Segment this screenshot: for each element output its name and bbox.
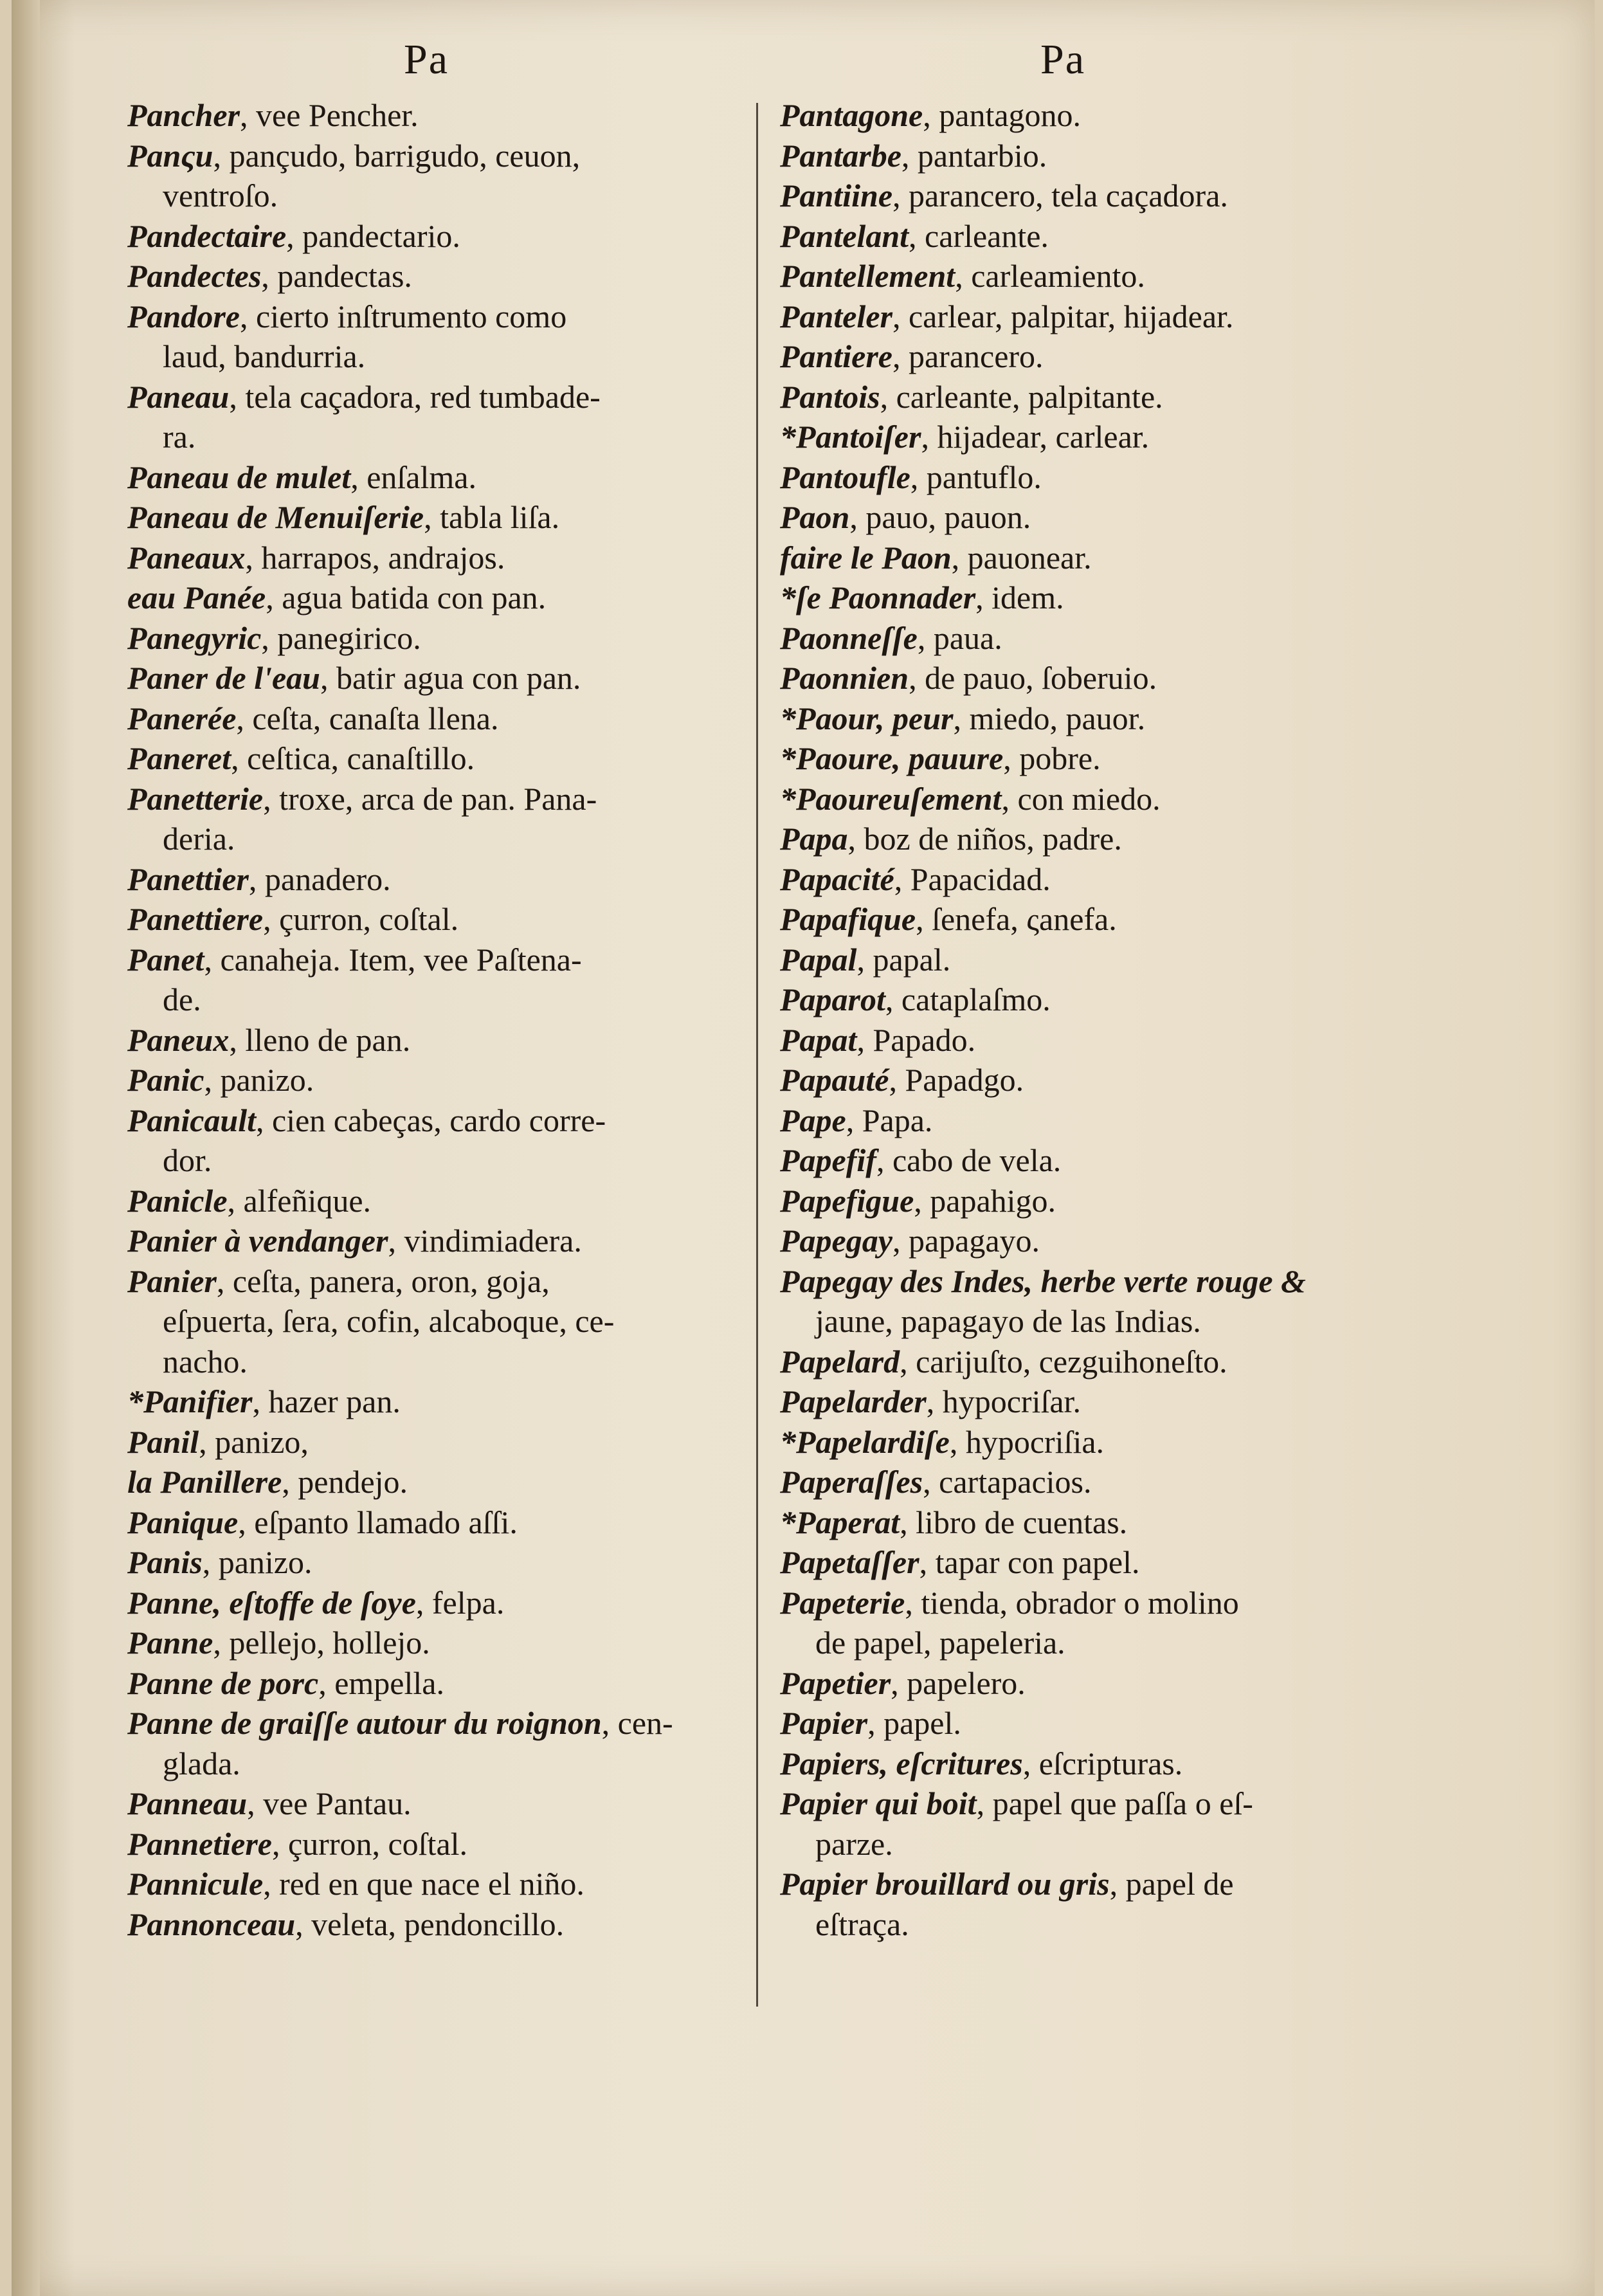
dictionary-entry xyxy=(780,578,1436,618)
dictionary-entry xyxy=(780,1261,1436,1302)
entry-definition: , miedo, pauor. xyxy=(953,700,1146,736)
entry-definition: , pantarbio. xyxy=(901,137,1047,174)
entry-headword: Papier qui boit xyxy=(780,1785,977,1821)
dictionary-entry xyxy=(127,658,725,698)
dictionary-entry xyxy=(780,377,1436,417)
dictionary-entry xyxy=(127,1583,725,1623)
entry-headword: faire le Paon xyxy=(780,539,952,576)
dictionary-entry-continuation xyxy=(780,1824,1436,1864)
entry-headword: Panic xyxy=(127,1062,204,1098)
entry-headword: Paonnien xyxy=(780,660,909,696)
entry-headword: *Paoureuſement xyxy=(780,780,1002,817)
dictionary-entry-continuation xyxy=(780,1301,1436,1342)
entry-headword: Panicle xyxy=(127,1182,228,1219)
entry-definition: , felpa. xyxy=(415,1584,505,1621)
dictionary-entry xyxy=(780,176,1436,216)
entry-text: jaune, papagayo de las Indias. xyxy=(815,1303,1201,1339)
entry-headword: Papetaſſer xyxy=(780,1544,919,1580)
entry-definition: , cen- xyxy=(601,1705,673,1741)
entry-definition: , hypocriſia. xyxy=(949,1423,1105,1460)
dictionary-entry xyxy=(780,1462,1436,1502)
entry-definition: , tapar con papel. xyxy=(919,1544,1140,1580)
entry-headword: Pandore xyxy=(127,298,240,334)
entry-headword: Pandectes xyxy=(127,258,262,294)
dictionary-entry-continuation xyxy=(127,819,725,859)
entry-headword: la Panillere xyxy=(127,1464,282,1500)
dictionary-entry xyxy=(780,538,1436,578)
entry-definition: , veleta, pendoncillo. xyxy=(295,1906,565,1942)
dictionary-entry xyxy=(780,256,1436,296)
entry-headword: *Panifier xyxy=(127,1383,253,1419)
entry-definition: , vee Pencher. xyxy=(240,97,419,133)
dictionary-entry xyxy=(780,779,1436,819)
entry-definition: , idem. xyxy=(975,579,1064,615)
entry-definition: , carijuſto, cezguihoneſto. xyxy=(900,1343,1227,1380)
entry-headword: Panier à vendanger xyxy=(127,1223,388,1259)
dictionary-entry xyxy=(780,1381,1436,1422)
entry-headword: Papier xyxy=(780,1705,868,1741)
dictionary-entry xyxy=(780,1864,1436,1904)
right-column xyxy=(780,95,1436,1944)
entry-definition: , pandectas. xyxy=(261,258,412,294)
dictionary-entry xyxy=(127,1824,725,1864)
entry-definition: , eſpanto llamado aſſi. xyxy=(238,1504,518,1540)
entry-definition: , pendejo. xyxy=(282,1464,408,1500)
dictionary-entry xyxy=(780,1583,1436,1623)
dictionary-entry xyxy=(127,1261,725,1302)
dictionary-entry xyxy=(780,136,1436,176)
dictionary-entry xyxy=(127,1020,725,1061)
entry-definition: , carleante, palpitante. xyxy=(880,378,1163,415)
entry-definition: , cien cabeças, cardo corre- xyxy=(256,1102,606,1138)
entry-definition: , Papacidad. xyxy=(894,861,1051,897)
entry-headword: Pannicule xyxy=(127,1866,264,1902)
entry-headword: Panne de graiſſe autour du roignon xyxy=(127,1705,602,1741)
dictionary-entry xyxy=(127,698,725,739)
entry-headword: *Paperat xyxy=(780,1504,900,1540)
entry-text: de. xyxy=(163,981,201,1017)
dictionary-entry xyxy=(780,417,1436,457)
dictionary-entry xyxy=(127,1663,725,1704)
entry-headword: *Paour, peur xyxy=(780,700,954,736)
entry-text: nacho. xyxy=(163,1343,248,1380)
entry-headword: Paner de l'eau xyxy=(127,660,320,696)
entry-headword: Panet xyxy=(127,941,204,978)
dictionary-entry xyxy=(127,899,725,940)
right-running-header: Pa xyxy=(1040,36,1085,83)
entry-definition: , vindimiadera. xyxy=(388,1223,582,1259)
entry-definition: , papagayo. xyxy=(892,1223,1040,1259)
entry-headword: Panne xyxy=(127,1625,213,1661)
entry-headword: Papa xyxy=(780,821,848,857)
entry-headword: Pantois xyxy=(780,378,880,415)
entry-headword: Panne, eſtoffe de ſoye xyxy=(127,1584,416,1621)
entry-headword: Panneau xyxy=(127,1785,248,1821)
entry-headword: Pantoufle xyxy=(780,459,910,495)
entry-definition: , pauo, pauon. xyxy=(849,499,1031,535)
entry-definition: , hazer pan. xyxy=(252,1383,401,1419)
dictionary-entry xyxy=(780,698,1436,739)
dictionary-entry xyxy=(127,538,725,578)
entry-headword: Papat xyxy=(780,1021,857,1058)
entry-headword: Papal xyxy=(780,941,857,978)
dictionary-entry xyxy=(127,1381,725,1422)
dictionary-entry xyxy=(127,1542,725,1583)
dictionary-entry xyxy=(780,296,1436,337)
entry-definition: , canaheja. Item, vee Paſtena- xyxy=(204,941,582,978)
entry-headword: Pannonceau xyxy=(127,1906,296,1942)
dictionary-entry xyxy=(780,1181,1436,1221)
dictionary-entry xyxy=(127,1904,725,1945)
entry-definition: , carleante. xyxy=(909,217,1049,254)
entry-headword: *Papelardiſe xyxy=(780,1423,950,1460)
entry-definition: , cabo de vela. xyxy=(876,1142,1062,1178)
dictionary-entry xyxy=(780,979,1436,1020)
dictionary-entry xyxy=(127,578,725,618)
entry-definition: , carleamiento. xyxy=(955,258,1145,294)
dictionary-entry xyxy=(780,1140,1436,1181)
book-page xyxy=(12,0,1595,2296)
dictionary-entry-continuation xyxy=(127,176,725,216)
entry-definition: , paua. xyxy=(917,619,1002,656)
dictionary-entry-continuation xyxy=(127,1140,725,1181)
entry-text: parze. xyxy=(815,1825,893,1862)
left-running-header: Pa xyxy=(404,36,449,83)
dictionary-entry xyxy=(780,1020,1436,1061)
dictionary-entry xyxy=(780,497,1436,538)
dictionary-entry xyxy=(780,336,1436,377)
entry-headword: Panique xyxy=(127,1504,239,1540)
entry-definition: , pauonear. xyxy=(951,539,1092,576)
left-column xyxy=(127,95,725,1944)
column-divider xyxy=(756,103,758,2007)
entry-headword: Panςu xyxy=(127,137,213,174)
dictionary-entry xyxy=(780,457,1436,498)
dictionary-entry xyxy=(127,1181,725,1221)
dictionary-entry-continuation xyxy=(127,1744,725,1784)
entry-definition: , pançudo, barrigudo, ceuon, xyxy=(213,137,581,174)
dictionary-entry xyxy=(780,940,1436,980)
entry-definition: , libro de cuentas. xyxy=(900,1504,1128,1540)
dictionary-entry xyxy=(127,1221,725,1261)
dictionary-entry xyxy=(127,1783,725,1824)
dictionary-entry xyxy=(780,1744,1436,1784)
entry-text: de papel, papeleria. xyxy=(815,1625,1065,1661)
dictionary-entry-continuation xyxy=(127,1342,725,1382)
entry-definition: , tabla liſa. xyxy=(424,499,560,535)
entry-definition: , parancero. xyxy=(892,338,1044,374)
dictionary-entry xyxy=(780,1783,1436,1824)
entry-headword: Paparot xyxy=(780,981,885,1017)
dictionary-entry xyxy=(780,95,1436,136)
dictionary-entry xyxy=(127,1100,725,1141)
entry-definition: , hypocriſar. xyxy=(926,1383,1081,1419)
dictionary-entry xyxy=(127,296,725,337)
entry-headword: Panier xyxy=(127,1262,217,1299)
dictionary-entry-continuation xyxy=(780,1904,1436,1945)
dictionary-entry xyxy=(780,1502,1436,1543)
entry-headword: Pantelant xyxy=(780,217,909,254)
entry-headword: Pandectaire xyxy=(127,217,287,254)
dictionary-entry-continuation xyxy=(127,979,725,1020)
entry-definition: , panadero. xyxy=(248,861,391,897)
dictionary-entry xyxy=(127,1864,725,1904)
entry-headword: Paon xyxy=(780,499,850,535)
entry-headword: Papegay des Indes, herbe verte rouge & xyxy=(780,1262,1306,1299)
entry-headword: Papauté xyxy=(780,1062,889,1098)
entry-headword: Panegyric xyxy=(127,619,262,656)
dictionary-entry xyxy=(780,1422,1436,1462)
entry-definition: , Papadgo. xyxy=(889,1062,1024,1098)
entry-definition: , boz de niños, padre. xyxy=(847,821,1122,857)
entry-definition: , pantagono. xyxy=(923,97,1082,133)
entry-definition: , panegirico. xyxy=(261,619,421,656)
page-binding-shadow xyxy=(12,0,40,2296)
entry-definition: , Papado. xyxy=(856,1021,976,1058)
entry-definition: , troxe, arca de pan. Pana- xyxy=(263,780,597,817)
entry-definition: , empella. xyxy=(318,1664,444,1701)
entry-headword: Panil xyxy=(127,1423,199,1460)
entry-headword: Paneaux xyxy=(127,539,246,576)
entry-headword: Papelard xyxy=(780,1343,900,1380)
entry-headword: Panerée xyxy=(127,700,237,736)
dictionary-entry-continuation xyxy=(127,336,725,377)
entry-headword: Pancher xyxy=(127,97,240,133)
entry-text: dor. xyxy=(163,1142,212,1178)
entry-headword: Paperaſſes xyxy=(780,1464,923,1500)
dictionary-entry xyxy=(127,377,725,417)
dictionary-entry xyxy=(127,136,725,176)
entry-headword: Pape xyxy=(780,1102,846,1138)
dictionary-entry xyxy=(127,1703,725,1744)
entry-definition: , eſcripturas. xyxy=(1022,1745,1183,1781)
dictionary-entry xyxy=(127,779,725,819)
entry-definition: , de pauo, ſoberuio. xyxy=(909,660,1157,696)
dictionary-entry xyxy=(127,618,725,659)
entry-headword: Paonneſſe xyxy=(780,619,918,656)
entry-headword: Papegay xyxy=(780,1223,892,1259)
dictionary-entry-continuation xyxy=(127,1301,725,1342)
entry-headword: Papeterie xyxy=(780,1584,905,1621)
dictionary-entry xyxy=(127,859,725,900)
entry-definition: , parancero, tela caçadora. xyxy=(892,178,1228,214)
entry-definition: , red en que nace el niño. xyxy=(263,1866,584,1902)
entry-definition: , agua batida con pan. xyxy=(266,579,547,615)
entry-headword: Papefif xyxy=(780,1142,876,1178)
dictionary-entry-continuation xyxy=(127,417,725,457)
dictionary-entry xyxy=(780,899,1436,940)
entry-headword: *Paoure, pauure xyxy=(780,740,1004,776)
entry-headword: Pantiere xyxy=(780,338,892,374)
dictionary-entry xyxy=(127,1462,725,1502)
entry-definition: , tela caçadora, red tumbade- xyxy=(229,378,601,415)
entry-definition: , cierto inſtrumento como xyxy=(240,298,567,334)
dictionary-entry xyxy=(780,738,1436,779)
entry-headword: Panis xyxy=(127,1544,203,1580)
entry-definition: , papal. xyxy=(856,941,951,978)
dictionary-entry xyxy=(127,1060,725,1100)
entry-definition: , ceſtica, canaſtillo. xyxy=(231,740,475,776)
entry-text: deria. xyxy=(163,821,235,857)
dictionary-entry xyxy=(780,1060,1436,1100)
entry-headword: Pantiine xyxy=(780,178,893,214)
dictionary-entry xyxy=(127,457,725,498)
entry-text: ra. xyxy=(163,419,196,455)
entry-headword: *Pantoiſer xyxy=(780,419,921,455)
dictionary-entry xyxy=(127,216,725,257)
entry-definition: , ſenefa, ςanefa. xyxy=(916,901,1117,937)
entry-text: ventroſo. xyxy=(163,178,278,214)
dictionary-entry xyxy=(780,819,1436,859)
entry-definition: , çurron, coſtal. xyxy=(263,901,459,937)
entry-headword: Paneau xyxy=(127,378,230,415)
entry-definition: , pantuflo. xyxy=(910,459,1042,495)
dictionary-entry xyxy=(127,497,725,538)
dictionary-entry xyxy=(127,1623,725,1663)
entry-headword: Pantagone xyxy=(780,97,923,133)
entry-headword: Paneau de Menuiſerie xyxy=(127,499,424,535)
entry-headword: Papefigue xyxy=(780,1182,914,1219)
entry-definition: , con miedo. xyxy=(1001,780,1161,817)
entry-headword: Paneux xyxy=(127,1021,230,1058)
dictionary-entry xyxy=(780,1663,1436,1704)
entry-headword: Panicault xyxy=(127,1102,257,1138)
entry-headword: Papetier xyxy=(780,1664,891,1701)
entry-headword: Paneret xyxy=(127,740,231,776)
entry-headword: Pantellement xyxy=(780,258,955,294)
entry-definition: , cataplaſmo. xyxy=(885,981,1051,1017)
entry-definition: , enſalma. xyxy=(350,459,476,495)
entry-text: laud, bandurria. xyxy=(163,338,366,374)
dictionary-entry xyxy=(780,658,1436,698)
entry-definition: , panizo. xyxy=(204,1062,314,1098)
dictionary-entry-continuation xyxy=(780,1623,1436,1663)
entry-definition: , papelero. xyxy=(891,1664,1026,1701)
entry-text: glada. xyxy=(163,1745,240,1781)
entry-definition: , papel que paſſa o eſ- xyxy=(976,1785,1253,1821)
dictionary-entry xyxy=(780,1342,1436,1382)
entry-headword: Panettier xyxy=(127,861,249,897)
entry-definition: , papel. xyxy=(867,1705,961,1741)
entry-definition: , alfeñique. xyxy=(227,1182,372,1219)
entry-definition: , tienda, obrador o molino xyxy=(905,1584,1239,1621)
dictionary-entry xyxy=(127,738,725,779)
entry-headword: Papiers, eſcritures xyxy=(780,1745,1023,1781)
entry-headword: Papafique xyxy=(780,901,916,937)
entry-definition: , hijadear, carlear. xyxy=(921,419,1150,455)
entry-headword: Panteler xyxy=(780,298,892,334)
entry-headword: Pannetiere xyxy=(127,1825,272,1862)
entry-definition: , batir agua con pan. xyxy=(320,660,581,696)
dictionary-entry xyxy=(780,1221,1436,1261)
entry-headword: eau Panée xyxy=(127,579,266,615)
entry-headword: Panetterie xyxy=(127,780,264,817)
entry-definition: , çurron, coſtal. xyxy=(271,1825,468,1862)
entry-definition: , carlear, palpitar, hijadear. xyxy=(892,298,1234,334)
dictionary-entry xyxy=(127,95,725,136)
entry-headword: Papacité xyxy=(780,861,894,897)
entry-definition: , vee Pantau. xyxy=(247,1785,412,1821)
dictionary-entry xyxy=(780,1703,1436,1744)
entry-definition: , pellejo, hollejo. xyxy=(213,1625,430,1661)
entry-headword: Papelarder xyxy=(780,1383,927,1419)
entry-definition: , panizo, xyxy=(199,1423,309,1460)
entry-definition: , cartapacios. xyxy=(923,1464,1092,1500)
entry-text: eſpuerta, ſera, cofin, alcaboque, ce- xyxy=(163,1303,615,1339)
entry-definition: , panizo. xyxy=(202,1544,312,1580)
entry-definition: , lleno de pan. xyxy=(229,1021,411,1058)
entry-headword: Pantarbe xyxy=(780,137,901,174)
entry-headword: *ſe Paonnader xyxy=(780,579,976,615)
entry-definition: , pobre. xyxy=(1003,740,1101,776)
entry-headword: Panne de porc xyxy=(127,1664,319,1701)
entry-headword: Paneau de mulet xyxy=(127,459,351,495)
dictionary-entry xyxy=(127,1502,725,1543)
entry-definition: , Papa. xyxy=(846,1102,933,1138)
dictionary-entry xyxy=(127,940,725,980)
entry-definition: , ceſta, canaſta llena. xyxy=(236,700,499,736)
entry-definition: , harrapos, andrajos. xyxy=(245,539,505,576)
dictionary-entry xyxy=(780,216,1436,257)
dictionary-entry xyxy=(127,1422,725,1462)
entry-definition: , ceſta, panera, oron, goja, xyxy=(216,1262,550,1299)
entry-definition: , pandectario. xyxy=(286,217,460,254)
entry-headword: Papier brouillard ou gris xyxy=(780,1866,1110,1902)
entry-headword: Panettiere xyxy=(127,901,264,937)
dictionary-entry xyxy=(127,256,725,296)
entry-text: eſtraça. xyxy=(815,1906,909,1942)
dictionary-entry xyxy=(780,618,1436,659)
dictionary-entry xyxy=(780,1100,1436,1141)
entry-definition: , papel de xyxy=(1109,1866,1234,1902)
dictionary-entry xyxy=(780,1542,1436,1583)
entry-definition: , papahigo. xyxy=(914,1182,1056,1219)
dictionary-entry xyxy=(780,859,1436,900)
